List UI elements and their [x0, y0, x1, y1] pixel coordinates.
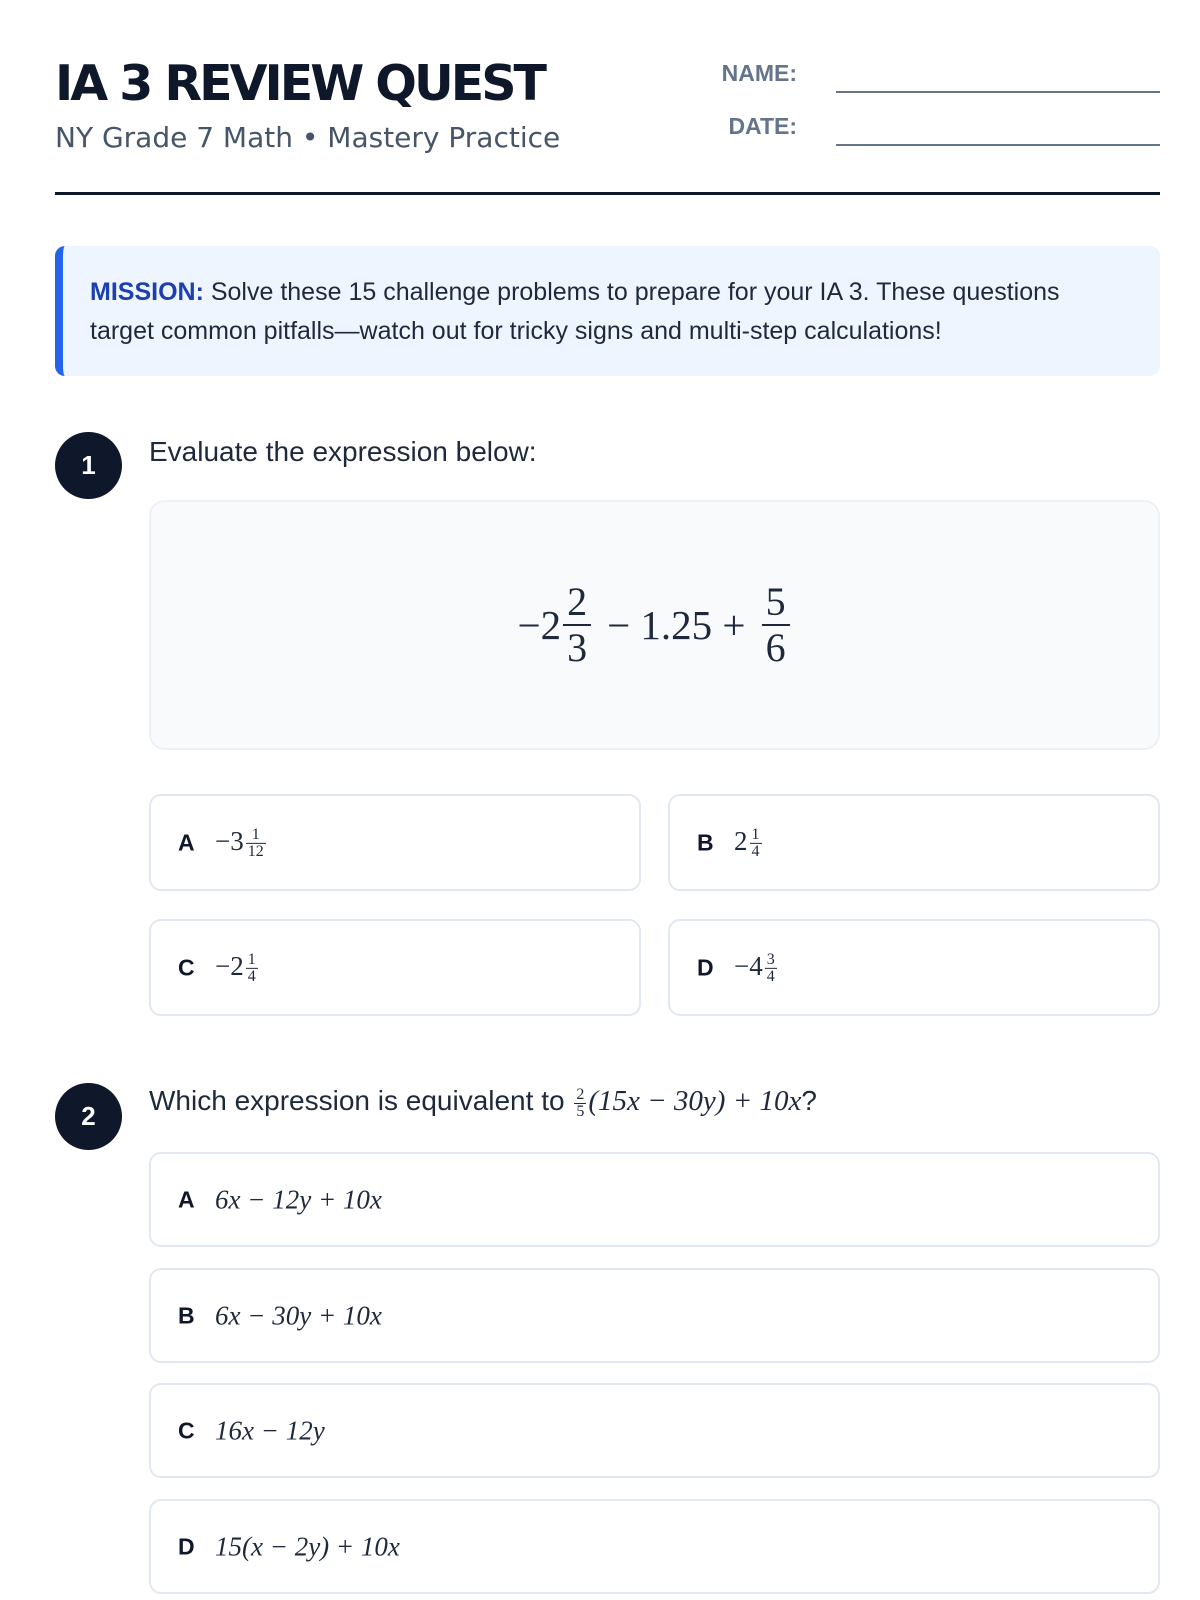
option-letter: C [178, 1417, 195, 1443]
option-letter: A [178, 829, 195, 855]
answer-option-c[interactable] [149, 919, 641, 1016]
prompt-expression: $\frac{2}{5}$ (15x − 30y) + 10x [576, 1085, 802, 1120]
question-number-badge: 2 [55, 1083, 122, 1150]
fraction-numerator: 5 [765, 579, 786, 624]
expression-box [149, 500, 1160, 750]
mission-label: MISSION: [90, 278, 204, 306]
prompt-end: ? [801, 1085, 817, 1116]
fraction-numerator: 2 [567, 579, 588, 624]
fraction-denominator: 3 [563, 624, 591, 670]
expr-fraction [563, 580, 591, 670]
name-field[interactable] [836, 91, 1160, 93]
answer-option-d[interactable] [149, 1499, 1160, 1594]
expr-whole: 2 [540, 602, 562, 648]
option-value: −2 $\frac{1}{4}$ [215, 950, 256, 985]
question-prompt: Evaluate the expression below: [149, 436, 537, 467]
option-value: 6x − 30y + 10x [215, 1300, 382, 1330]
question-number-badge: 1 [55, 432, 122, 499]
prompt-text: Which expression is equivalent to [149, 1085, 565, 1116]
date-field[interactable] [836, 144, 1160, 146]
mission-text: Solve these 15 challenge problems to prepare for your IA 3. These questions target common pitfalls—watch out for tricky signs and multi-step calculations! [90, 278, 1060, 345]
math-expression [151, 502, 1158, 748]
date-label: DATE: [728, 113, 797, 139]
answer-option-a[interactable] [149, 1152, 1160, 1247]
option-value: 15(x − 2y) + 10x [215, 1531, 400, 1561]
page-title: IA 3 REVIEW QUEST [55, 55, 544, 112]
option-letter: A [178, 1186, 195, 1212]
worksheet-header [55, 0, 1160, 195]
answer-option-b[interactable] [149, 1268, 1160, 1363]
mission-callout [55, 246, 1160, 376]
option-letter: D [178, 1533, 195, 1559]
option-value: 16x − 12y [215, 1415, 325, 1445]
option-value: −3 $\frac{1}{12}$ [215, 825, 264, 860]
option-letter: C [178, 954, 195, 980]
expr-fraction-2 [762, 580, 790, 670]
option-value: 6x − 12y + 10x [215, 1184, 382, 1214]
option-value: −4 $\frac{3}{4}$ [734, 950, 775, 985]
expr-middle: − 1.25 + [607, 602, 746, 648]
fraction-denominator: 6 [762, 624, 790, 670]
option-value: 2 $\frac{1}{4}$ [734, 825, 760, 860]
page-subtitle: NY Grade 7 Math • Mastery Practice [55, 121, 561, 154]
answer-option-b[interactable] [668, 794, 1160, 891]
option-letter: B [697, 829, 714, 855]
answer-option-a[interactable] [149, 794, 641, 891]
option-letter: D [697, 954, 714, 980]
answer-option-c[interactable] [149, 1383, 1160, 1478]
option-letter: B [178, 1302, 195, 1328]
expr-sign: − [517, 602, 541, 648]
question-prompt [149, 1083, 817, 1120]
name-label: NAME: [721, 60, 797, 86]
answer-option-d[interactable] [668, 919, 1160, 1016]
